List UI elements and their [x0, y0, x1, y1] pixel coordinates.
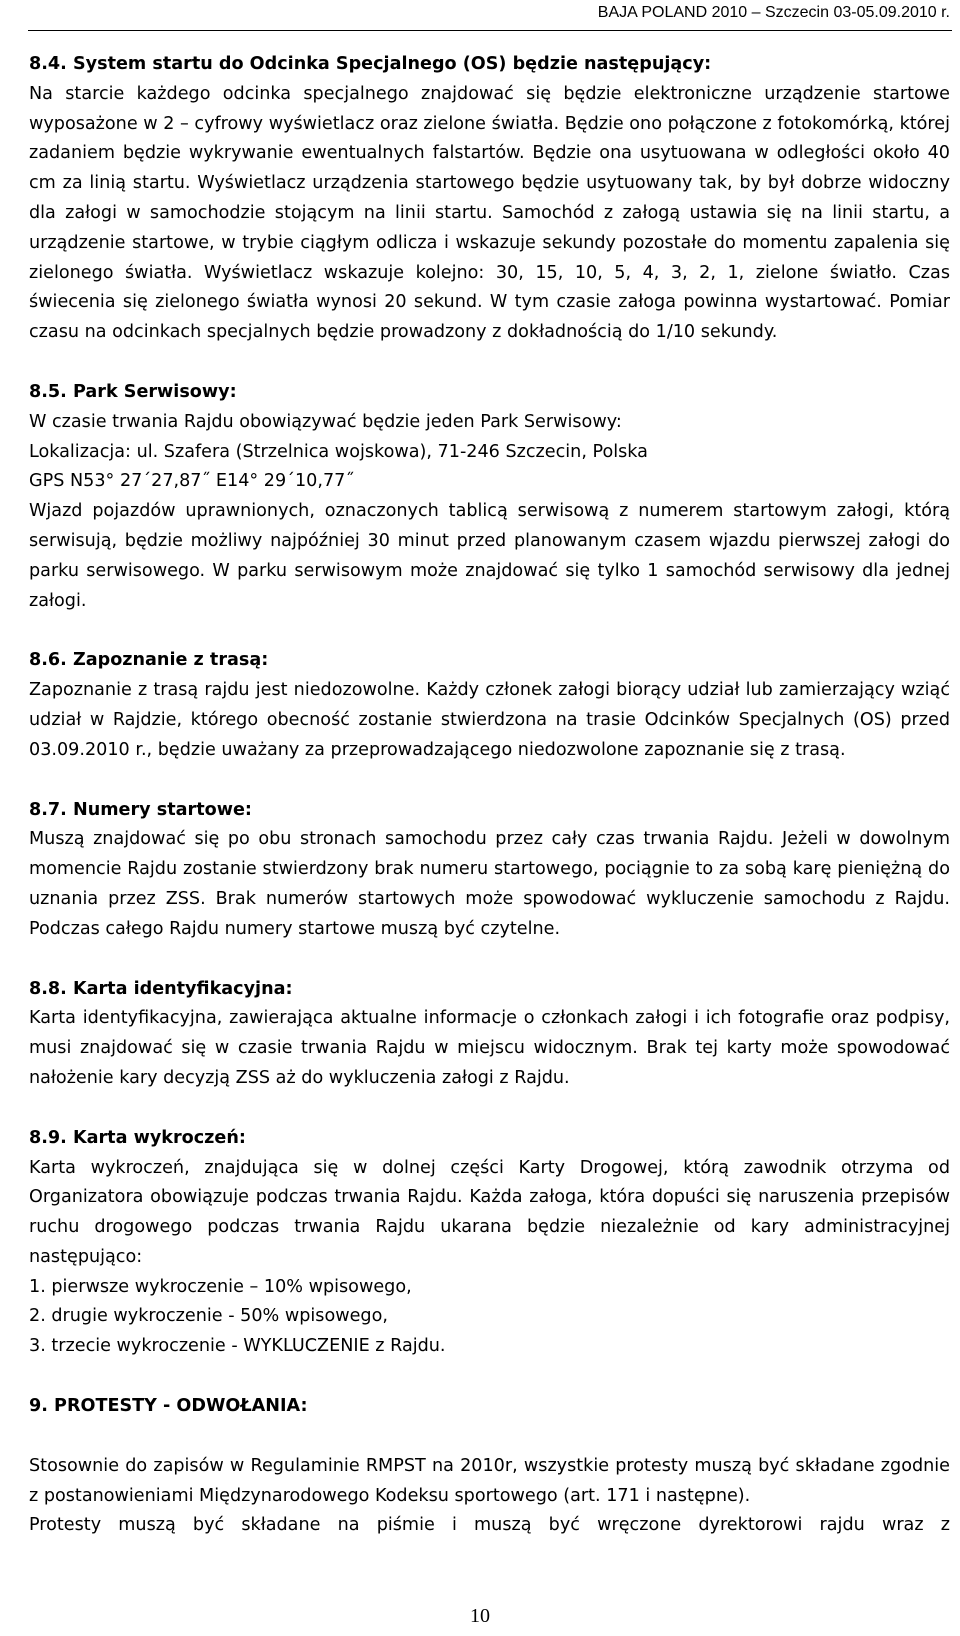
section-8-9-title: 8.9. Karta wykroczeń: — [29, 1127, 246, 1148]
section-8-7-title: 8.7. Numery startowe: — [29, 799, 252, 820]
penalty-list-item: 2. drugie wykroczenie - 50% wpisowego, — [29, 1306, 388, 1327]
section-8-5-title: 8.5. Park Serwisowy: — [29, 381, 237, 402]
section-8-9-body: Karta wykroczeń, znajdująca się w dolnej części Karty Drogowej, którą zawodnik otrzyma od Organizatora obowiązuje podczas trwania Rajdu. Każda załoga, która dopuści się naruszenia przepisów ruchu drogowego podczas trwania Rajdu ukarana będzie niezależnie od kary administracyjnej następująco: — [29, 1157, 950, 1267]
document-body — [29, 50, 950, 1541]
penalty-list-item: 1. pierwsze wykroczenie – 10% wpisowego, — [29, 1276, 412, 1297]
section-8-5-line-1: W czasie trwania Rajdu obowiązywać będzie jeden Park Serwisowy: — [29, 411, 622, 432]
section-8-8-title: 8.8. Karta identyfikacyjna: — [29, 978, 293, 999]
section-8-4-body: Na starcie każdego odcinka specjalnego znajdować się będzie elektroniczne urządzenie startowe wyposażone w 2 – cyfrowy wyświetlacz oraz zielone światła. Będzie ono połączone z fotokomórką, której zadaniem będzie wykrywanie ewentualnych falstartów. Będzie ona usytuowana w odległości około 40 cm za linią startu. Wyświetlacz urządzenia startowego będzie usytuowany tak, by był dobrze widoczny dla załogi w samochodzie stojącym na linii startu. Samochód z załogą ustawia się na linii startu, a urządzenie startowe, w trybie ciągłym odlicza i wskazuje sekundy pozostałe do momentu zapalenia się zielonego światła. Wyświetlacz wskazuje kolejno: 30, 15, 10, 5, 4, 3, 2, 1, zielone światło. Czas świecenia się zielonego światła wynosi 20 sekund. W tym czasie załoga powinna wystartować. Pomiar czasu na odcinkach specjalnych będzie prowadzony z dokładnością do 1/10 sekundy. — [29, 83, 950, 343]
penalty-list-item: 3. trzecie wykroczenie - WYKLUCZENIE z Rajdu. — [29, 1336, 446, 1357]
page-header: BAJA POLAND 2010 – Szczecin 03-05.09.2010 r. — [597, 4, 950, 21]
page-number: 10 — [470, 1605, 490, 1627]
section-9-body-2: Protesty muszą być składane na piśmie i muszą być wręczone dyrektorowi rajdu wraz z — [29, 1515, 950, 1536]
section-8-4-title: 8.4. System startu do Odcinka Specjalnego (OS) będzie następujący: — [29, 54, 712, 74]
section-9-title: 9. PROTESTY - ODWOŁANIA: — [29, 1396, 308, 1417]
section-8-8-body: Karta identyfikacyjna, zawierająca aktualne informacje o członkach załogi i ich fotografie oraz podpisy, musi znajdować się w czasie trwania Rajdu w miejscu widocznym. Brak tej karty może spowodować nałożenie kary decyzją ZSS aż do wykluczenia załogi z Rajdu. — [29, 1008, 950, 1088]
section-8-5-location: Lokalizacja: ul. Szafera (Strzelnica wojskowa), 71-246 Szczecin, Polska — [29, 441, 648, 462]
section-8-6-title: 8.6. Zapoznanie z trasą: — [29, 650, 269, 671]
section-8-5-gps: GPS N53° 27´27,87˝ E14° 29´10,77˝ — [29, 471, 355, 492]
section-9-body-1: Stosownie do zapisów w Regulaminie RMPST na 2010r, wszystkie protesty muszą być składane zgodnie z postanowieniami Międzynarodowego Kodeksu sportowego (art. 171 i następne). — [29, 1455, 950, 1506]
section-8-5-body: Wjazd pojazdów uprawnionych, oznaczonych tablicą serwisową z numerem startowym załogi, którą serwisują, będzie możliwy najpóźniej 30 minut przed planowanym czasem wjazdu pierwszej załogi do parku serwisowego. W parku serwisowym może znajdować się tylko 1 samochód serwisowy dla jednej załogi. — [29, 501, 950, 611]
section-8-6-body: Zapoznanie z trasą rajdu jest niedozowolne. Każdy członek załogi biorący udział lub zamierzający wziąć udział w Rajdzie, którego obecność zostanie stwierdzona na trasie Odcinków Specjalnych (OS) przed 03.09.2010 r., będzie uważany za przeprowadzającego niedozwolone zapoznanie się z trasą. — [29, 680, 950, 760]
header-divider — [28, 30, 952, 31]
section-8-7-body: Muszą znajdować się po obu stronach samochodu przez cały czas trwania Rajdu. Jeżeli w dowolnym momencie Rajdu zostanie stwierdzony brak numeru startowego, pociągnie to za sobą karę pieniężną do uznania przez ZSS. Brak numerów startowych może spowodować wykluczenie samochodu z Rajdu. Podczas całego Rajdu numery startowe muszą być czytelne. — [29, 829, 950, 939]
